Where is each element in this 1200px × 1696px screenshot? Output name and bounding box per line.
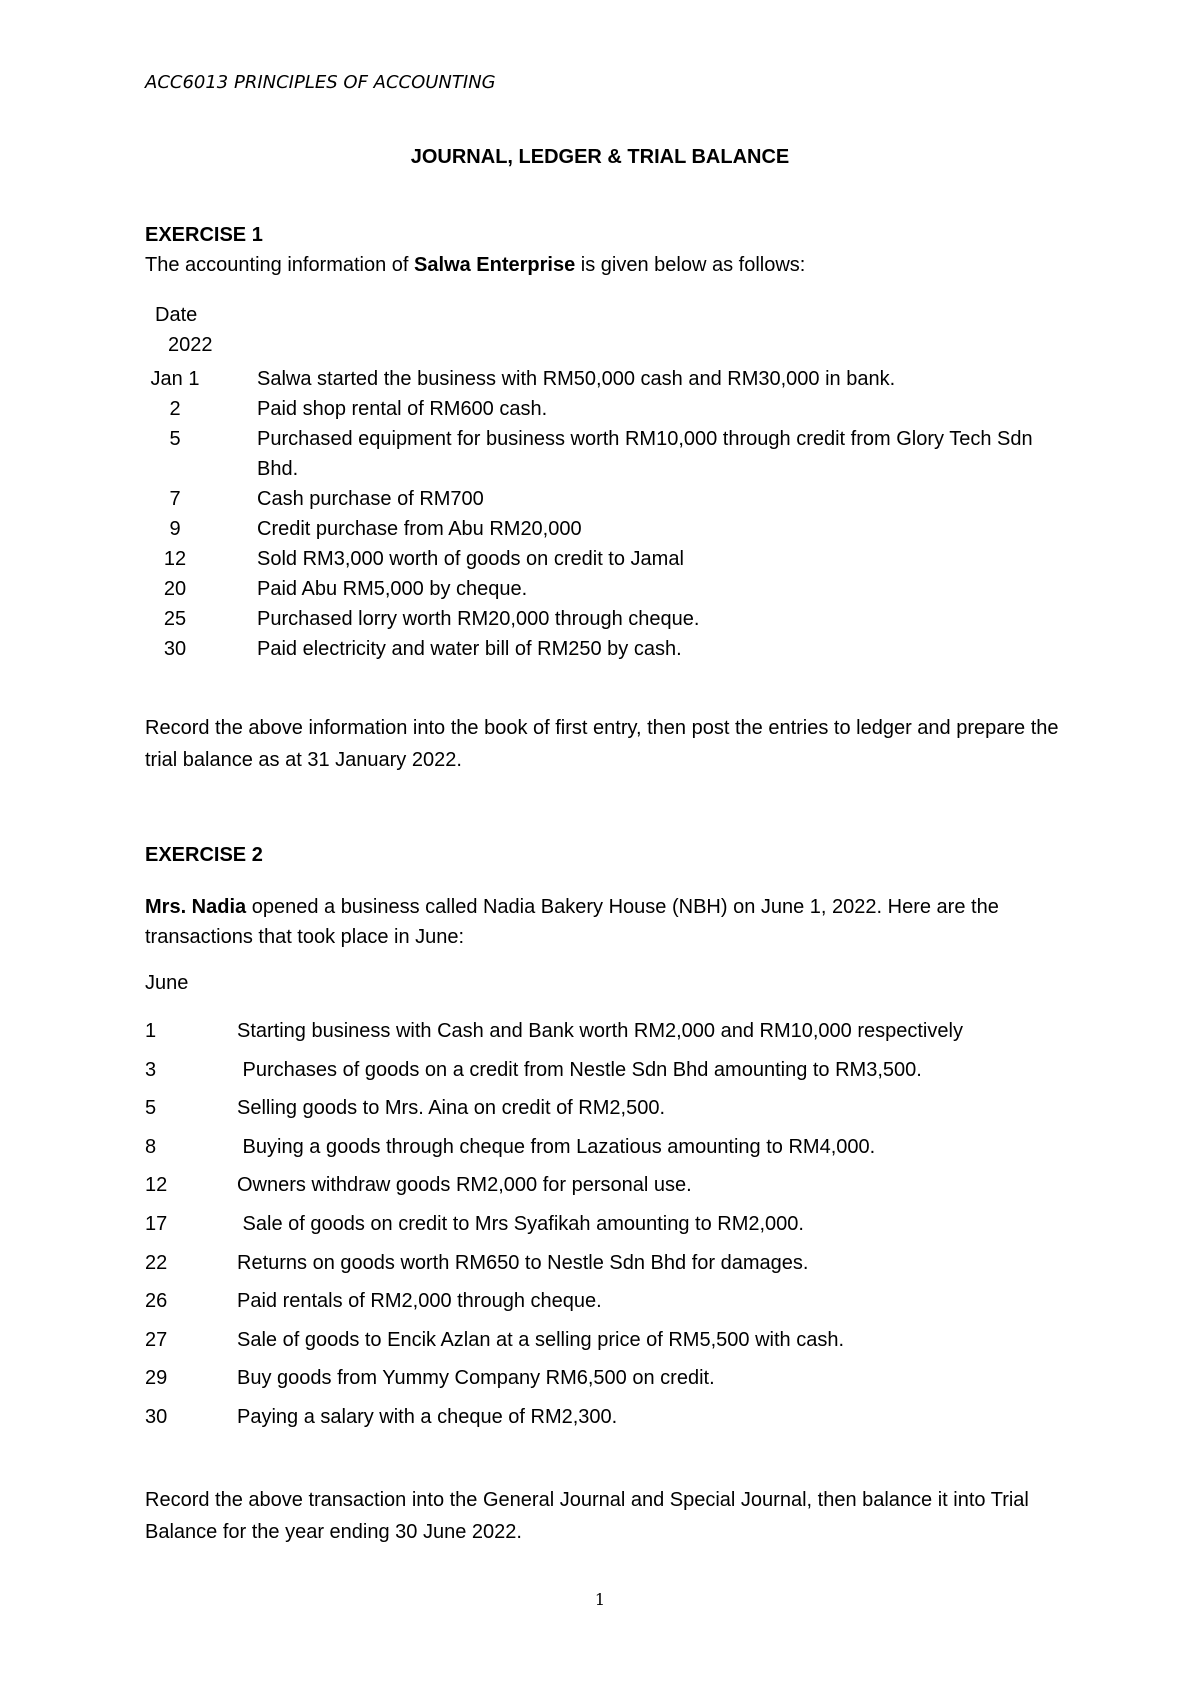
list-item <box>0 604 1200 634</box>
transaction-text: Sold RM3,000 worth of goods on credit to Jamal <box>257 548 684 570</box>
transaction-text: Paid Abu RM5,000 by cheque. <box>257 578 528 600</box>
transaction-text: Paying a salary with a cheque of RM2,300. <box>237 1405 618 1428</box>
list-item <box>0 1248 1200 1287</box>
transaction-date: 25 <box>163 608 187 630</box>
transaction-text: Cash purchase of RM700 <box>257 488 484 510</box>
list-item <box>0 544 1200 574</box>
transaction-text: Purchases of goods on a credit from Nestle Sdn Bhd amounting to RM3,500. <box>237 1058 922 1081</box>
exercise1-year: 2022 <box>168 334 213 356</box>
transaction-date: 7 <box>169 488 181 510</box>
list-item <box>0 1016 1200 1055</box>
transaction-date: 9 <box>169 518 181 540</box>
exercise2-instruction: Record the above transaction into the General Journal and Special Journal, then balance it into Trial Balance for the year ending 30 June 2022. <box>145 1489 1029 1543</box>
page-number: 1 <box>594 1590 606 1609</box>
transaction-date: 29 <box>145 1367 168 1390</box>
transaction-text: Selling goods to Mrs. Aina on credit of RM2,500. <box>237 1097 666 1120</box>
transaction-text: Owners withdraw goods RM2,000 for personal use. <box>237 1174 692 1197</box>
exercise1-intro-after: is given below as follows: <box>575 254 806 276</box>
transaction-date: 22 <box>145 1251 168 1274</box>
list-item <box>0 634 1200 664</box>
exercise2-intro <box>145 892 1085 952</box>
exercise1-transaction-list <box>0 364 1200 664</box>
exercise1-heading: EXERCISE 1 <box>145 224 263 246</box>
exercise1-instruction: Record the above information into the book of first entry, then post the entries to ledger and prepare the trial balance as at 31 January 2022. <box>145 717 1059 771</box>
transaction-date: 3 <box>145 1058 157 1081</box>
transaction-date: 27 <box>145 1328 168 1351</box>
list-item <box>0 1209 1200 1248</box>
list-item <box>0 1093 1200 1132</box>
transaction-text: Sale of goods to Encik Azlan at a selling price of RM5,500 with cash. <box>237 1328 845 1351</box>
transaction-date: 20 <box>163 578 187 600</box>
transaction-date: 2 <box>169 398 181 420</box>
transaction-date: 26 <box>145 1290 168 1313</box>
exercise2-heading: EXERCISE 2 <box>145 844 263 866</box>
transaction-date: 5 <box>145 1097 157 1120</box>
transaction-date: 30 <box>145 1405 168 1428</box>
transaction-text: Starting business with Cash and Bank worth RM2,000 and RM10,000 respectively <box>237 1020 963 1042</box>
list-item <box>0 484 1200 514</box>
transaction-text: Credit purchase from Abu RM20,000 <box>257 518 582 540</box>
transaction-text: Buy goods from Yummy Company RM6,500 on credit. <box>237 1367 715 1390</box>
list-item <box>0 1132 1200 1171</box>
exercise2-transaction-list <box>0 1016 1200 1441</box>
page-header: ACC6013 PRINCIPLES OF ACCOUNTING <box>145 72 496 93</box>
transaction-text: Paid electricity and water bill of RM250 by cash. <box>257 638 682 660</box>
transaction-text: Buying a goods through cheque from Lazatious amounting to RM4,000. <box>237 1135 876 1158</box>
transaction-date: 5 <box>169 428 181 450</box>
list-item <box>0 1055 1200 1094</box>
list-item <box>0 1325 1200 1364</box>
list-item <box>0 394 1200 424</box>
transaction-text: Salwa started the business with RM50,000 cash and RM30,000 in bank. <box>257 368 896 390</box>
exercise2-month-label: June <box>145 972 189 994</box>
transaction-date: Jan 1 <box>150 368 200 390</box>
transaction-text: Returns on goods worth RM650 to Nestle Sdn Bhd for damages. <box>237 1251 809 1274</box>
transaction-date: 30 <box>163 638 187 660</box>
document-title: JOURNAL, LEDGER & TRIAL BALANCE <box>410 146 790 168</box>
transaction-date: 1 <box>145 1020 157 1042</box>
transaction-date: 12 <box>145 1174 168 1197</box>
list-item <box>0 1363 1200 1402</box>
exercise1-company-name: Salwa Enterprise <box>414 254 576 276</box>
list-item <box>0 574 1200 604</box>
transaction-date: 8 <box>145 1135 157 1158</box>
list-item <box>0 364 1200 394</box>
list-item <box>0 1286 1200 1325</box>
transaction-text: Paid rentals of RM2,000 through cheque. <box>237 1290 602 1313</box>
transaction-text: Purchased lorry worth RM20,000 through cheque. <box>257 608 700 630</box>
exercise1-intro <box>145 254 805 277</box>
exercise2-intro-after: opened a business called Nadia Bakery House (NBH) on June 1, 2022. Here are the transactions that took place in June: <box>145 896 999 948</box>
transaction-text: Paid shop rental of RM600 cash. <box>257 398 548 420</box>
list-item <box>0 514 1200 544</box>
exercise2-owner-name: Mrs. Nadia <box>145 896 247 918</box>
list-item <box>0 1170 1200 1209</box>
transaction-text: Sale of goods on credit to Mrs Syafikah amounting to RM2,000. <box>237 1212 804 1235</box>
list-item <box>0 1402 1200 1441</box>
transaction-date: 12 <box>163 548 187 570</box>
transaction-text: Purchased equipment for business worth RM10,000 through credit from Glory Tech Sdn Bhd. <box>257 428 1033 480</box>
transaction-date: 17 <box>145 1212 168 1235</box>
list-item <box>0 424 1200 484</box>
exercise1-date-label: Date <box>155 304 198 326</box>
exercise1-intro-before: The accounting information of <box>145 254 415 276</box>
